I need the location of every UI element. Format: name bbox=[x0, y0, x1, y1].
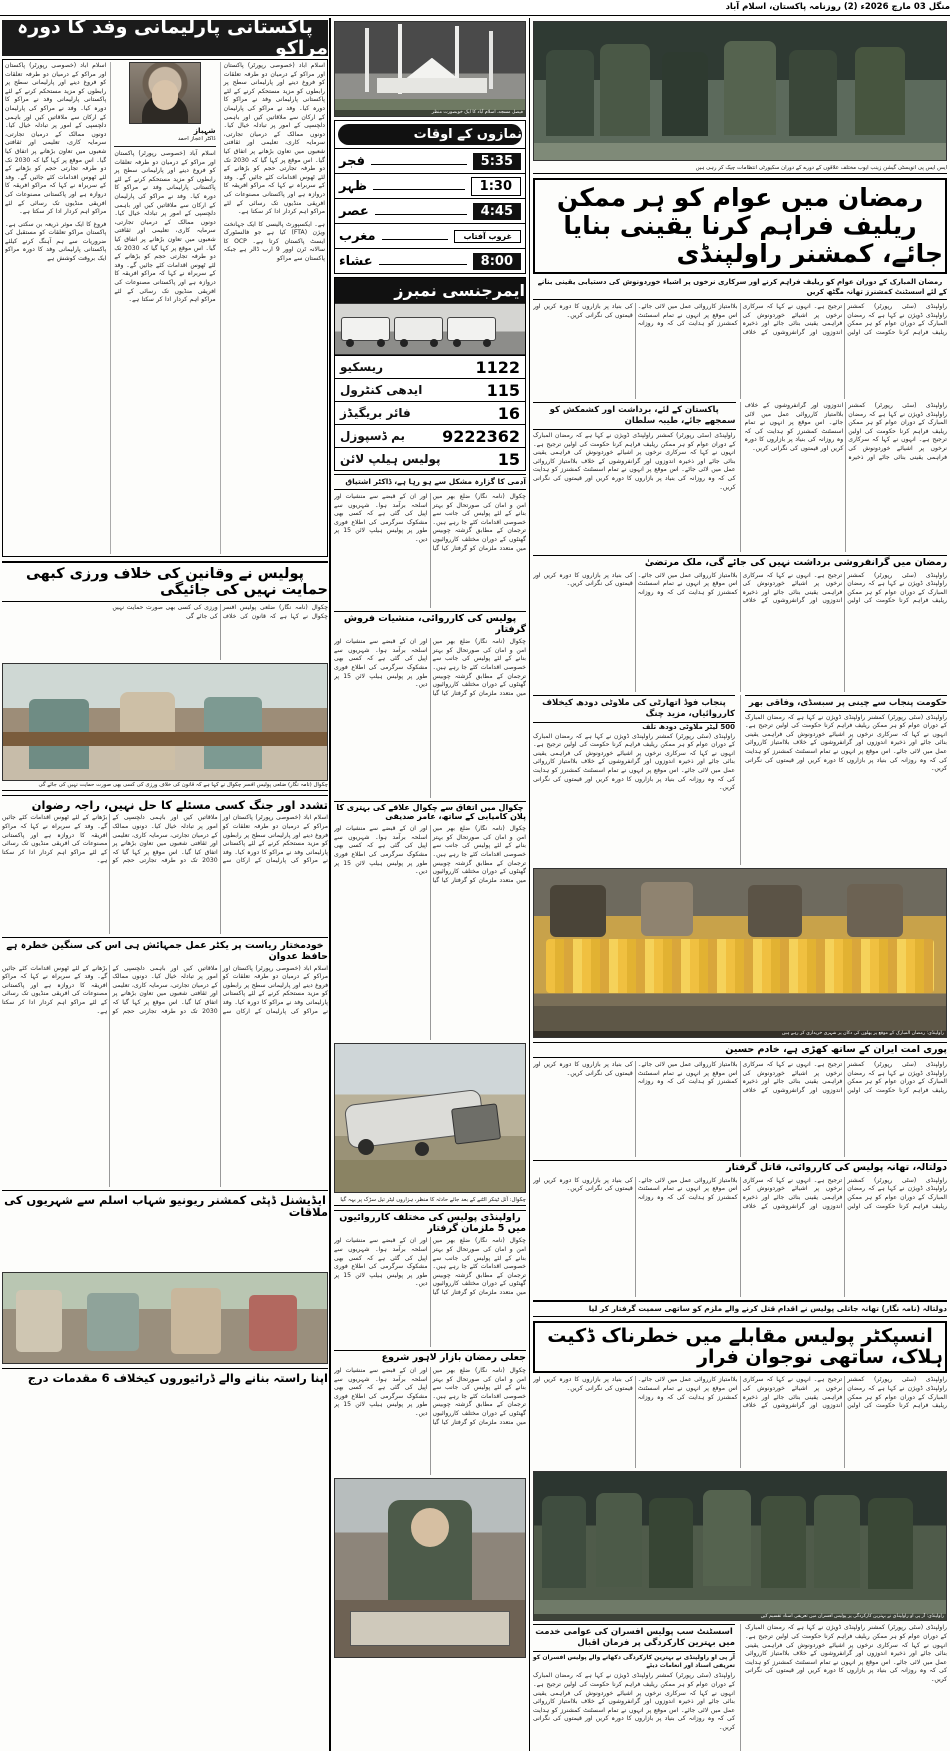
center-body-a: چکوال (نامہ نگار) ضلع بھر میں امن و امان کی صورتحال کو بہتر بنانے کے لئے پولیس کی جانب سے خصوصی اقدامات کئے جا رہے ہیں۔ ترجمان کے مطابق گزشتہ چوبیس گھنٹوں کے دوران مختلف کارروائیوں میں متعدد ملزمان کو گرفتار کیا گیا اور ان کے قبضے سے منشیات اور اسلحہ برآمد ہوا۔ شہریوں سے اپیل کی گئی ہے کہ کسی بھی مشکوک سرگرمی کی اطلاع فوری طور پر پولیس ہیلپ لائن 15 پر دیں۔ bbox=[334, 493, 526, 552]
center-headline-c: راولپنڈی پولیس کی مختلف کارروائیوں میں 5 ملزمان گرفتار bbox=[339, 1212, 526, 1234]
right-subhead-2: رمضان میں گرانفروشی برداشت نہیں کی جائے گی، ملک مرتضیٰ bbox=[644, 557, 947, 568]
main-headline: رمضان میں عوام کو ہر ممکن ریلیف فراہم کرنا یقینی بنایا جائے، کمشنر راولپنڈی bbox=[556, 183, 943, 268]
emergency-row-bomb bbox=[335, 424, 525, 447]
left-headline-2-sub-wrap bbox=[2, 604, 328, 660]
prayer-value-fajr: 5:35 bbox=[473, 153, 521, 170]
left-headline-4-wrap bbox=[2, 937, 328, 962]
masthead bbox=[0, 0, 950, 16]
center-headline-a: پولیس کی کارروائی، منشیات فروش گرفتار bbox=[343, 613, 526, 635]
left-column bbox=[0, 15, 330, 1751]
prayer-label-maghrib: مغرب bbox=[339, 228, 376, 244]
police-visit-caption: ایس ایس پی انویسٹی گیشن زینب ایوب مختلف علاقوں کے دورے کے دوران سکیورٹی انتظامات چیک کر رہی ہیں bbox=[533, 164, 947, 174]
right-subhead-5: پوری امت ایران کے ساتھ کھڑی ہے، خادم حسین bbox=[725, 1043, 947, 1055]
right-subhead-2-wrap bbox=[533, 555, 947, 569]
award-ceremony-caption: راولپنڈی: آر پی او راولپنڈی نے بہترین کارکردگی پر پولیس افسران میں تعریفی اسناد تقسیم کیں bbox=[534, 1614, 946, 1620]
right-subhead-3: پنجاب فوڈ اتھارٹی کی ملاوٹی دودھ کیخلاف کارروائیاں، مزید چنگ bbox=[533, 695, 735, 723]
left-lead-article bbox=[2, 59, 328, 557]
tanker-photo-caption: چکوال: آئل ٹینکر الٹنے کے بعد جائے حادثہ کا منظر، ہزاروں لیٹر تیل سڑک پر بہہ گیا bbox=[334, 1196, 526, 1206]
emergency-label-fire: فائر بریگیڈز bbox=[340, 406, 411, 420]
right-body-2: راولپنڈی (سٹی رپورٹر) کمشنر راولپنڈی ڈویژن نے کہا ہے کہ رمضان المبارک کے دوران عوام کو ہر ممکن ریلیف فراہم کرنا حکومت کی اولین ترجیح ہے۔ انہوں نے کہا کہ سرکاری نرخوں پر اشیائے خوردونوش کی فراہمی یقینی بنائی جائے اور ذخیرہ اندوزوں اور گرانفروشوں کے خلاف بلاامتیاز کارروائی عمل میں لائی جائے۔ اس موقع پر انہوں نے تمام اسسٹنٹ کمشنرز کو ہدایت کی کہ وہ روزانہ کی بنیاد پر بازاروں کا دورہ کریں اور قیمتوں کی نگرانی کریں۔ bbox=[533, 432, 736, 491]
police-visit-photo bbox=[533, 21, 947, 161]
right-body-4: راولپنڈی (سٹی رپورٹر) کمشنر راولپنڈی ڈویژن نے کہا ہے کہ رمضان المبارک کے دوران عوام کو ہر ممکن ریلیف فراہم کرنا حکومت کی اولین ترجیح ہے۔ انہوں نے کہا کہ سرکاری نرخوں پر اشیائے خوردونوش کی فراہمی یقینی بنائی جائے اور ذخیرہ اندوزوں اور گرانفروشوں کے خلاف بلاامتیاز کارروائی عمل میں لائی جائے۔ اس موقع پر انہوں نے تمام اسسٹنٹ کمشنرز کو ہدایت کی کہ وہ روزانہ کی بنیاد پر بازاروں کا دورہ کریں اور قیمتوں کی نگرانی کریں۔ bbox=[745, 713, 947, 773]
prayer-value-asr: 4:45 bbox=[473, 203, 521, 220]
dateline: منگل 03 مارچ 2026ء (2) روزنامہ پاکستان، اسلام آباد bbox=[725, 2, 950, 12]
officer-photo bbox=[334, 1478, 526, 1658]
bottom-headline: انسپکٹر پولیس مقابلے میں خطرناک ڈکیت ہلاک، ساتھی نوجوان فرار bbox=[547, 1324, 943, 1369]
left-headline-2-sub: چکوال (نامہ نگار) ضلعی پولیس افسر چکوال نے کہا ہے کہ قانون کی خلاف ورزی کی کسی بھی صورت حمایت نہیں کی جائے گی bbox=[112, 604, 328, 621]
center-body-e: چکوال (نامہ نگار) ضلع بھر میں امن و امان کی صورتحال کو بہتر بنانے کے لئے پولیس کی جانب سے خصوصی اقدامات کئے جا رہے ہیں۔ ترجمان کے مطابق گزشتہ چوبیس گھنٹوں کے دوران مختلف کارروائیوں میں متعدد ملزمان کو گرفتار کیا گیا اور ان کے قبضے سے منشیات اور اسلحہ برآمد ہوا۔ شہریوں سے اپیل کی گئی ہے کہ کسی بھی مشکوک سرگرمی کی اطلاع فوری طور پر پولیس ہیلپ لائن 15 پر دیں۔ bbox=[334, 1367, 526, 1426]
prayer-label-fajr: فجر bbox=[339, 153, 365, 169]
left-lead-body: اسلام آباد (خصوصی رپورٹر) پاکستان اور مراکو کے درمیان دو طرفہ تعلقات کو فروغ دینے اور پارلیمانی سطح پر رابطوں کو مزید مستحکم کرنے کے لئے پاکستانی پارلیمانی وفد نے مراکو کا دورہ کیا۔ وفد نے مراکو کی پارلیمان کے ارکان سے ملاقاتیں کیں اور باہمی دلچسپی کے امور پر تبادلہ خیال کیا۔ دونوں ممالک کے درمیان تجارتی، سرمایہ کاری، تعلیمی اور ثقافتی شعبوں میں تعاون بڑھانے پر اتفاق کیا گیا۔ اس موقع پر کہا گیا کہ 2030 تک دو طرفہ تجارتی حجم کو بڑھانے کے لئے ٹھوس اقدامات کئے جائیں گے۔ وفد کے سربراہ نے کہا کہ مراکو افریقہ کا دروازہ ہے اور پاکستانی مصنوعات کی افریقی منڈیوں تک رسائی کے لئے مراکو اہم کردار ادا کر سکتا ہے۔ bbox=[223, 62, 325, 216]
emergency-label-police: پولیس ہیلپ لائن bbox=[340, 452, 441, 466]
main-subheadline: رمضان المبارک کے دوران عوام کو ریلیف فراہم کرنے اور سرکاری نرخوں پر اشیاء خوردونوش کی دستیابی یقینی بنانے کے لئے اسسٹنٹ کمشنرز تھانہ مگٹھ کریں bbox=[537, 278, 947, 296]
center-headline-d: جعلی رمضان بازار لاہور شروع bbox=[381, 1352, 526, 1364]
center-column bbox=[330, 18, 530, 1751]
emergency-label-rescue: ریسکیو bbox=[340, 360, 384, 374]
left-lead-note-1: ہے۔ ایکسپورٹ پالیسی کا ایک جہانخت ویژن (FTA) کیا ہے جو فالسٹورک ایسٹ پاکستان کرتا ہے۔ OCP کا سالانہ ٹرن اوور 9 ارب ڈالر ہے جبکہ پاکستان سے مراکو bbox=[223, 220, 325, 263]
emergency-number-rescue: 1122 bbox=[475, 357, 520, 377]
prayer-row-isha bbox=[335, 248, 525, 273]
center-headline-c-wrap bbox=[334, 1210, 526, 1234]
main-headline-box bbox=[533, 178, 947, 274]
meeting-photo bbox=[2, 663, 328, 781]
left-headline-6: اپنا راستہ بنانے والے ڈرائیوروں کیخلاف 6 مقدمات درج bbox=[27, 1371, 328, 1386]
right-subhead-6: دولتالہ، تھانہ پولیس کی کارروائی، قاتل گرفتار bbox=[726, 1162, 947, 1174]
center-headline-b-wrap bbox=[334, 801, 526, 822]
bazaar-photo bbox=[2, 1272, 328, 1364]
left-headline-2: پولیس نے وقانین کی خلاف ورزی کبھی حمایت نہیں کی جائیگی bbox=[26, 566, 328, 599]
right-stat-1: 500 لیٹر ملاوٹی دودھ تلف bbox=[642, 722, 735, 731]
emergency-title: ایمرجنسی نمبرز bbox=[335, 278, 525, 303]
emergency-number-police: 15 bbox=[497, 449, 520, 469]
main-sub-wrap bbox=[533, 277, 947, 300]
right-body-1: راولپنڈی (سٹی رپورٹر) کمشنر راولپنڈی ڈویژن نے کہا ہے کہ رمضان المبارک کے دوران عوام کو ہر ممکن ریلیف فراہم کرنا حکومت کی اولین ترجیح ہے۔ انہوں نے کہا کہ سرکاری نرخوں پر اشیائے خوردونوش کی فراہمی یقینی بنائی جائے اور ذخیرہ اندوزوں اور گرانفروشوں کے خلاف بلاامتیاز کارروائی عمل میں لائی جائے۔ اس موقع پر انہوں نے تمام اسسٹنٹ کمشنرز کو ہدایت کی کہ وہ روزانہ کی بنیاد پر بازاروں کا دورہ کریں اور قیمتوں کی نگرانی کریں۔ bbox=[744, 402, 947, 461]
right-subhead-5-wrap bbox=[533, 1042, 947, 1059]
prayer-row-asr bbox=[335, 198, 525, 223]
left-lead-col3: اسلام آباد (خصوصی رپورٹر) پاکستان اور مراکو کے درمیان دو طرفہ تعلقات کو فروغ دینے اور پارلیمانی سطح پر رابطوں کو مزید مستحکم کرنے کے لئے پاکستانی پارلیمانی وفد نے مراکو کا دورہ کیا۔ وفد نے مراکو کی پارلیمان کے ارکان سے ملاقاتیں کیں اور باہمی دلچسپی کے امور پر تبادلہ خیال کیا۔ دونوں ممالک کے درمیان تجارتی، سرمایہ کاری، تعلیمی اور ثقافتی شعبوں میں تعاون بڑھانے پر اتفاق کیا گیا۔ اس موقع پر کہا گیا کہ 2030 تک دو طرفہ تجارتی حجم کو بڑھانے کے لئے ٹھوس اقدامات کئے جائیں گے۔ وفد کے سربراہ نے کہا کہ مراکو افریقہ کا دروازہ ہے اور پاکستانی مصنوعات کی افریقی منڈیوں تک رسائی کے لئے مراکو اہم کردار ادا کر سکتا ہے۔ bbox=[5, 62, 107, 216]
left-headline-5-wrap bbox=[2, 1190, 328, 1220]
emergency-number-edhi: 115 bbox=[486, 380, 520, 400]
bottom-headline-box bbox=[533, 1321, 947, 1374]
column-rule-left bbox=[329, 18, 330, 1751]
right-body-10: راولپنڈی (سٹی رپورٹر) کمشنر راولپنڈی ڈویژن نے کہا ہے کہ رمضان المبارک کے دوران عوام کو ہر ممکن ریلیف فراہم کرنا حکومت کی اولین ترجیح ہے۔ انہوں نے کہا کہ سرکاری نرخوں پر اشیائے خوردونوش کی فراہمی یقینی بنائی جائے اور ذخیرہ اندوزوں اور گرانفروشوں کے خلاف بلاامتیاز کارروائی عمل میں لائی جائے۔ اس موقع پر انہوں نے تمام اسسٹنٹ کمشنرز کو ہدایت کی کہ وہ روزانہ کی بنیاد پر بازاروں کا دورہ کریں اور قیمتوں کی نگرانی کریں۔ bbox=[533, 1672, 735, 1731]
column-rule-right bbox=[529, 18, 530, 1751]
prayer-dash bbox=[382, 233, 449, 240]
bottom-sub-wrap bbox=[533, 1300, 947, 1317]
portrait-name: شہباز bbox=[193, 126, 216, 135]
emergency-row-police bbox=[335, 447, 525, 470]
main-body: راولپنڈی (سٹی رپورٹر) کمشنر راولپنڈی ڈویژن نے کہا ہے کہ رمضان المبارک کے دوران عوام کو ہر ممکن ریلیف فراہم کرنا حکومت کی اولین ترجیح ہے۔ انہوں نے کہا کہ سرکاری نرخوں پر اشیائے خوردونوش کی فراہمی یقینی بنائی جائے اور ذخیرہ اندوزوں اور گرانفروشوں کے خلاف بلاامتیاز کارروائی عمل میں لائی جائے۔ اس موقع پر انہوں نے تمام اسسٹنٹ کمشنرز کو ہدایت کی کہ وہ روزانہ کی بنیاد پر بازاروں کا دورہ کریں اور قیمتوں کی نگرانی کریں۔ bbox=[533, 303, 947, 336]
fruit-market-caption: راولپنڈی: رمضان المبارک کے موقع پر پھلوں کی دکان پر شہری خریداری کر رہے ہیں bbox=[534, 1031, 946, 1037]
left-banner-headline: پاکستانی پارلیمانی وفد کا دورہ مراکو bbox=[2, 20, 328, 56]
left-headline-4: خودمختار ریاست پر یکٹر عمل جمہائش ہی اس کی سنگین خطرہ ہے حافظ عدوان bbox=[6, 940, 328, 962]
right-subhead-1: پاکستان کے لئے، برداشت اور کشمکش کو سمجھے جائے، طیبہ سلطان bbox=[533, 402, 736, 430]
left-headline-3: تشدد اور جنگ کسی مسئلے کا حل نہیں، راجہ رضوان bbox=[31, 798, 328, 813]
center-body-b: چکوال (نامہ نگار) ضلع بھر میں امن و امان کی صورتحال کو بہتر بنانے کے لئے پولیس کی جانب سے خصوصی اقدامات کئے جا رہے ہیں۔ ترجمان کے مطابق گزشتہ چوبیس گھنٹوں کے دوران مختلف کارروائیوں میں متعدد ملزمان کو گرفتار کیا گیا اور ان کے قبضے سے منشیات اور اسلحہ برآمد ہوا۔ شہریوں سے اپیل کی گئی ہے کہ کسی بھی مشکوک سرگرمی کی اطلاع فوری طور پر پولیس ہیلپ لائن 15 پر دیں۔ bbox=[334, 638, 526, 697]
left-headline-2-wrap bbox=[2, 561, 328, 602]
prayer-value-zuhr: 1:30 bbox=[471, 177, 521, 196]
prayer-dash bbox=[379, 258, 467, 265]
left-headline-4-body: اسلام آباد (خصوصی رپورٹر) پاکستان اور مراکو کے درمیان دو طرفہ تعلقات کو فروغ دینے اور پارلیمانی سطح پر رابطوں کو مزید مستحکم کرنے کے لئے پاکستانی پارلیمانی وفد نے مراکو کا دورہ کیا۔ وفد نے مراکو کی پارلیمان کے ارکان سے ملاقاتیں کیں اور باہمی دلچسپی کے امور پر تبادلہ خیال کیا۔ دونوں ممالک کے درمیان تجارتی، سرمایہ کاری، تعلیمی اور ثقافتی شعبوں میں تعاون بڑھانے پر اتفاق کیا گیا۔ اس موقع پر کہا گیا کہ 2030 تک دو طرفہ تجارتی حجم کو بڑھانے کے لئے ٹھوس اقدامات کئے جائیں گے۔ وفد کے سربراہ نے کہا کہ مراکو افریقہ کا دروازہ ہے اور پاکستانی مصنوعات کی افریقی منڈیوں تک رسائی کے لئے مراکو اہم کردار ادا کر سکتا ہے۔ bbox=[2, 964, 328, 1015]
right-column bbox=[530, 18, 950, 1751]
left-lead-col2: اسلام آباد (خصوصی رپورٹر) پاکستان اور مراکو کے درمیان دو طرفہ تعلقات کو فروغ دینے اور پارلیمانی سطح پر رابطوں کو مزید مستحکم کرنے کے لئے پاکستانی پارلیمانی وفد نے مراکو کا دورہ کیا۔ وفد نے مراکو کی پارلیمان کے ارکان سے ملاقاتیں کیں اور باہمی دلچسپی کے امور پر تبادلہ خیال کیا۔ دونوں ممالک کے درمیان تجارتی، سرمایہ کاری، تعلیمی اور ثقافتی شعبوں میں تعاون بڑھانے پر اتفاق کیا گیا۔ اس موقع پر کہا گیا کہ 2030 تک دو طرفہ تجارتی حجم کو بڑھانے کے لئے ٹھوس اقدامات کئے جائیں گے۔ وفد کے سربراہ نے کہا کہ مراکو افریقہ کا دروازہ ہے اور پاکستانی مصنوعات کی افریقی منڈیوں تک رسائی کے لئے مراکو اہم کردار ادا کر سکتا ہے۔ bbox=[114, 150, 216, 304]
prayer-dash bbox=[375, 208, 467, 215]
emergency-number-bomb: 9222362 bbox=[442, 426, 520, 446]
emergency-row-edhi bbox=[335, 378, 525, 401]
left-headline-6-wrap bbox=[2, 1368, 328, 1385]
center-body-c: چکوال (نامہ نگار) ضلع بھر میں امن و امان کی صورتحال کو بہتر بنانے کے لئے پولیس کی جانب سے خصوصی اقدامات کئے جا رہے ہیں۔ ترجمان کے مطابق گزشتہ چوبیس گھنٹوں کے دوران مختلف کارروائیوں میں متعدد ملزمان کو گرفتار کیا گیا اور ان کے قبضے سے منشیات اور اسلحہ برآمد ہوا۔ شہریوں سے اپیل کی گئی ہے کہ کسی بھی مشکوک سرگرمی کی اطلاع فوری طور پر پولیس ہیلپ لائن 15 پر دیں۔ bbox=[334, 825, 526, 884]
emergency-number-fire: 16 bbox=[497, 403, 520, 423]
award-sub: آر پی او راولپنڈی نے بہترین کارکردگی دکھانے والے پولیس افسران کو تعریفی اسناد اور انعامات دیئے bbox=[533, 1654, 735, 1670]
left-headline-5: ایڈیشنل ڈپٹی کمشنر ریونیو شہاب اسلم سے شہریوں کی ملاقات bbox=[4, 1192, 328, 1220]
prayer-value-maghrib: غروب آفتاب bbox=[454, 230, 521, 243]
prayer-label-zuhr: ظہر bbox=[339, 178, 367, 194]
tanker-photo bbox=[334, 1043, 526, 1193]
center-headline-d-wrap bbox=[334, 1350, 526, 1364]
right-body-6: راولپنڈی (سٹی رپورٹر) کمشنر راولپنڈی ڈویژن نے کہا ہے کہ رمضان المبارک کے دوران عوام کو ہر ممکن ریلیف فراہم کرنا حکومت کی اولین ترجیح ہے۔ انہوں نے کہا کہ سرکاری نرخوں پر اشیائے خوردونوش کی فراہمی یقینی بنائی جائے اور ذخیرہ اندوزوں اور گرانفروشوں کے خلاف بلاامتیاز کارروائی عمل میں لائی جائے۔ اس موقع پر انہوں نے تمام اسسٹنٹ کمشنرز کو ہدایت کی کہ وہ روزانہ کی بنیاد پر بازاروں کا دورہ کریں اور قیمتوں کی نگرانی کریں۔ bbox=[533, 1061, 947, 1095]
right-body-3: راولپنڈی (سٹی رپورٹر) کمشنر راولپنڈی ڈویژن نے کہا ہے کہ رمضان المبارک کے دوران عوام کو ہر ممکن ریلیف فراہم کرنا حکومت کی اولین ترجیح ہے۔ انہوں نے کہا کہ سرکاری نرخوں پر اشیائے خوردونوش کی فراہمی یقینی بنائی جائے اور ذخیرہ اندوزوں اور گرانفروشوں کے خلاف بلاامتیاز کارروائی عمل میں لائی جائے۔ اس موقع پر انہوں نے تمام اسسٹنٹ کمشنرز کو ہدایت کی کہ وہ روزانہ کی بنیاد پر بازاروں کا دورہ کریں اور قیمتوں کی نگرانی کریں۔ bbox=[533, 571, 947, 605]
center-headline-a-wrap bbox=[334, 611, 526, 635]
emergency-label-bomb: بم ڈسپوزل bbox=[340, 429, 405, 443]
left-headline-5-body bbox=[2, 1221, 328, 1269]
prayer-label-isha: عشاء bbox=[339, 253, 373, 269]
emergency-row-fire bbox=[335, 401, 525, 424]
portrait-caption: ڈاکٹر اعجاز احمد bbox=[177, 136, 216, 142]
prayer-label-asr: عصر bbox=[339, 203, 369, 219]
center-headline-b: چکوال میں اتفاق سے چکوال علاقے کی بہتری کا پلان کامیابی کے ساتھ، عامر صدیقی bbox=[336, 803, 526, 822]
prayer-times-title: نمازوں کے اوقات bbox=[338, 124, 522, 145]
ambulance-photo bbox=[335, 303, 525, 355]
left-headline-6-body bbox=[2, 1387, 328, 1507]
portrait-photo bbox=[129, 62, 201, 124]
prayer-times-widget bbox=[334, 120, 526, 274]
emergency-label-edhi: ایدھی کنٹرول bbox=[340, 383, 423, 397]
left-headline-3-body: اسلام آباد (خصوصی رپورٹر) پاکستان اور مراکو کے درمیان دو طرفہ تعلقات کو فروغ دینے اور پارلیمانی سطح پر رابطوں کو مزید مستحکم کرنے کے لئے پاکستانی پارلیمانی وفد نے مراکو کا دورہ کیا۔ وفد نے مراکو کی پارلیمان کے ارکان سے ملاقاتیں کیں اور باہمی دلچسپی کے امور پر تبادلہ خیال کیا۔ دونوں ممالک کے درمیان تجارتی، سرمایہ کاری، تعلیمی اور ثقافتی شعبوں میں تعاون بڑھانے پر اتفاق کیا گیا۔ اس موقع پر کہا گیا کہ 2030 تک دو طرفہ تجارتی حجم کو بڑھانے کے لئے ٹھوس اقدامات کئے جائیں گے۔ وفد کے سربراہ نے کہا کہ مراکو افریقہ کا دروازہ ہے اور پاکستانی مصنوعات کی افریقی منڈیوں تک رسائی کے لئے مراکو اہم کردار ادا کر سکتا ہے۔ bbox=[2, 814, 328, 865]
prayer-row-zuhr bbox=[335, 173, 525, 198]
left-headline-3-wrap bbox=[2, 795, 328, 812]
mosque-photo bbox=[334, 21, 526, 117]
prayer-value-isha: 8:00 bbox=[473, 253, 521, 270]
prayer-dash bbox=[371, 158, 467, 165]
right-subhead-6-wrap bbox=[533, 1160, 947, 1174]
right-body-7: راولپنڈی (سٹی رپورٹر) کمشنر راولپنڈی ڈویژن نے کہا ہے کہ رمضان المبارک کے دوران عوام کو ہر ممکن ریلیف فراہم کرنا حکومت کی اولین ترجیح ہے۔ انہوں نے کہا کہ سرکاری نرخوں پر اشیائے خوردونوش کی فراہمی یقینی بنائی جائے اور ذخیرہ اندوزوں اور گرانفروشوں کے خلاف بلاامتیاز کارروائی عمل میں لائی جائے۔ اس موقع پر انہوں نے تمام اسسٹنٹ کمشنرز کو ہدایت کی کہ وہ روزانہ کی بنیاد پر بازاروں کا دورہ کریں اور قیمتوں کی نگرانی کریں۔ bbox=[533, 1176, 947, 1210]
right-body-8: راولپنڈی (سٹی رپورٹر) کمشنر راولپنڈی ڈویژن نے کہا ہے کہ رمضان المبارک کے دوران عوام کو ہر ممکن ریلیف فراہم کرنا حکومت کی اولین ترجیح ہے۔ انہوں نے کہا کہ سرکاری نرخوں پر اشیائے خوردونوش کی فراہمی یقینی بنائی جائے اور ذخیرہ اندوزوں اور گرانفروشوں کے خلاف بلاامتیاز کارروائی عمل میں لائی جائے۔ اس موقع پر انہوں نے تمام اسسٹنٹ کمشنرز کو ہدایت کی کہ وہ روزانہ کی بنیاد پر بازاروں کا دورہ کریں اور قیمتوں کی نگرانی کریں۔ bbox=[533, 1376, 947, 1410]
right-body-9: راولپنڈی (سٹی رپورٹر) کمشنر راولپنڈی ڈویژن نے کہا ہے کہ رمضان المبارک کے دوران عوام کو ہر ممکن ریلیف فراہم کرنا حکومت کی اولین ترجیح ہے۔ انہوں نے کہا کہ سرکاری نرخوں پر اشیائے خوردونوش کی فراہمی یقینی بنائی جائے اور ذخیرہ اندوزوں اور گرانفروشوں کے خلاف بلاامتیاز کارروائی عمل میں لائی جائے۔ اس موقع پر انہوں نے تمام اسسٹنٹ کمشنرز کو ہدایت کی کہ وہ روزانہ کی بنیاد پر بازاروں کا دورہ کریں اور قیمتوں کی نگرانی کریں۔ bbox=[745, 1624, 947, 1683]
right-body-5: راولپنڈی (سٹی رپورٹر) کمشنر راولپنڈی ڈویژن نے کہا ہے کہ رمضان المبارک کے دوران عوام کو ہر ممکن ریلیف فراہم کرنا حکومت کی اولین ترجیح ہے۔ انہوں نے کہا کہ سرکاری نرخوں پر اشیائے خوردونوش کی فراہمی یقینی بنائی جائے اور ذخیرہ اندوزوں اور گرانفروشوں کے خلاف بلاامتیاز کارروائی عمل میں لائی جائے۔ اس موقع پر انہوں نے تمام اسسٹنٹ کمشنرز کو ہدایت کی کہ وہ روزانہ کی بنیاد پر بازاروں کا دورہ کریں اور قیمتوں کی نگرانی کریں۔ bbox=[533, 732, 735, 792]
center-quote-wrap bbox=[334, 474, 526, 490]
award-ceremony-photo bbox=[533, 1471, 947, 1621]
prayer-row-fajr bbox=[335, 148, 525, 173]
bottom-sub-line: دولتالہ (نامہ نگار) تھانہ جاتلی پولیس نے اقدام قتل کرنے والے ملزم کو ساتھی سمیت گرفتار کر لیا bbox=[588, 1303, 947, 1313]
center-body-d: چکوال (نامہ نگار) ضلع بھر میں امن و امان کی صورتحال کو بہتر بنانے کے لئے پولیس کی جانب سے خصوصی اقدامات کئے جا رہے ہیں۔ ترجمان کے مطابق گزشتہ چوبیس گھنٹوں کے دوران مختلف کارروائیوں میں متعدد ملزمان کو گرفتار کیا گیا اور ان کے قبضے سے منشیات اور اسلحہ برآمد ہوا۔ شہریوں سے اپیل کی گئی ہے کہ کسی بھی مشکوک سرگرمی کی اطلاع فوری طور پر پولیس ہیلپ لائن 15 پر دیں۔ bbox=[334, 1237, 526, 1296]
prayer-row-maghrib bbox=[335, 223, 525, 248]
right-subhead-4: حکومت پنجاب سے چینی پر سبسڈی، وفاقی بھر bbox=[745, 695, 947, 712]
mosque-photo-caption: فیصل مسجد، اسلام آباد کا ایک خوبصورت منظر bbox=[335, 110, 525, 116]
emergency-row-rescue bbox=[335, 355, 525, 378]
left-lead-note-2: فروغ کا ایک موثر ذریعہ بن سکتی ہے۔ پاکستان مراکو تعلقات کو مستقبل کی ضروریات سے ہم آہنگ کرنے کیلئے پاکستانی پارلیمانی وفد کا دورہ مراکو ایک بروقت کوشش ہے bbox=[5, 220, 107, 263]
emergency-numbers-widget bbox=[334, 277, 526, 471]
meeting-photo-caption: چکوال (نامہ نگار) ضلعی پولیس افسر چکوال نے کہا ہے کہ قانون کی خلاف ورزی کی کسی بھی صورت حمایت نہیں کی جائے گی bbox=[2, 781, 328, 791]
fruit-market-photo bbox=[533, 868, 947, 1038]
center-quote: آدمی کا گزارہ مشکل سے ہو رہا ہے، ڈاکٹر اشتیاق bbox=[345, 477, 526, 486]
award-title: اسسٹنٹ سب پولیس افسران کی عوامی خدمت میں بہترین کارکردگی پر فرمان اقبال bbox=[533, 1624, 735, 1652]
prayer-dash bbox=[373, 183, 465, 190]
